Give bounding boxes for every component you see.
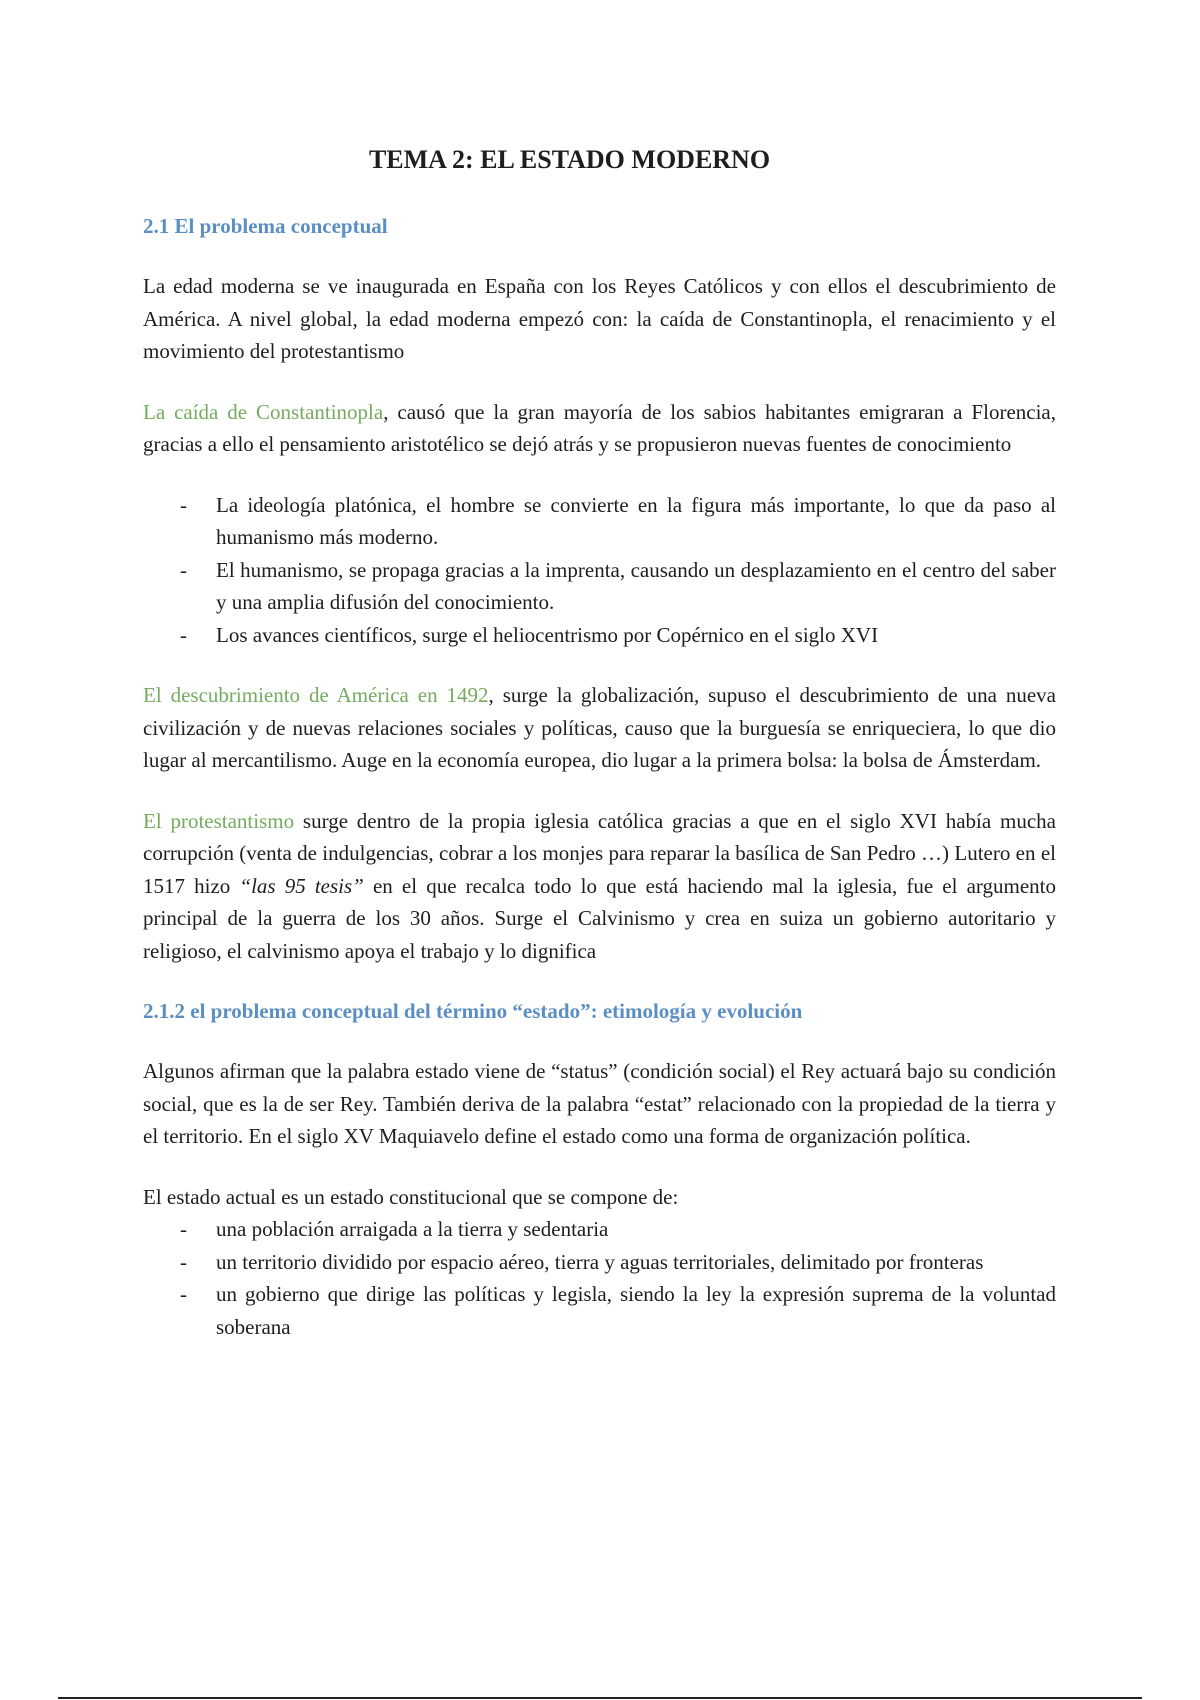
highlight-protestantismo: El protestantismo [143,808,295,833]
list-item: - La ideología platónica, el hombre se convierte en la figura más importante, lo que da paso al humanismo más moderno. [216,489,1056,554]
bullet-list-renacimiento [143,489,1056,652]
section-heading-2: 2.1.2 el problema conceptual del término “estado”: etimología y evolución [143,999,803,1023]
italic-95-tesis: “las 95 tesis” [239,873,364,898]
paragraph-etimologia: Algunos afirman que la palabra estado viene de “status” (condición social) el Rey actuará bajo su condición social, que es la de ser Rey. También deriva de la palabra “estat” relacionado con la propiedad de la tierra y el territorio. En el siglo XV Maquiavelo define el estado como una forma de organización política. [143,1059,1056,1148]
list-item: - un territorio dividido por espacio aéreo, tierra y aguas territoriales, delimitado por fronteras [216,1246,1056,1279]
paragraph-protestantismo [143,805,1056,968]
section-heading-1: 2.1 El problema conceptual [143,214,388,238]
paragraph-protestantismo-text-a: surge dentro de la propia iglesia católica gracias a que en el siglo XVI había mucha corrupción (venta de indulgencias, cobrar a los monjes para reparar la basílica de San Pedro …) Lutero en el 1517 hizo [143,808,1056,898]
document-content [143,140,1056,1343]
paragraph-protestantismo-text-b: en el que recalca todo lo que está haciendo mal la iglesia, fue el argumento principal de la guerra de los 30 años. Surge el Calvinismo y crea en suiza un gobierno autoritario y religioso, el calvinismo apoya el trabajo y lo dignifica [143,873,1056,963]
paragraph-estado-actual: El estado actual es un estado constitucional que se compone de: [143,1184,679,1209]
page-title: TEMA 2: EL ESTADO MODERNO [368,145,771,174]
list-item: - Los avances científicos, surge el heliocentrismo por Copérnico en el siglo XVI [216,619,1056,652]
footer-divider [58,1697,1142,1699]
highlight-america: El descubrimiento de América en 1492 [143,683,489,707]
paragraph-america [143,679,1056,777]
list-item: - un gobierno que dirige las políticas y legisla, siendo la ley la expresión suprema de la voluntad soberana [216,1278,1056,1343]
paragraph-intro: La edad moderna se ve inaugurada en España con los Reyes Católicos y con ellos el descubrimiento de América. A nivel global, la edad moderna empezó con: la caída de Constantinopla, el renacimiento y el movimiento del protestantismo [143,274,1056,363]
list-item: - El humanismo, se propaga gracias a la imprenta, causando un desplazamiento en el centro del saber y una amplia difusión del conocimiento. [216,554,1056,619]
paragraph-constantinopla-text: , causó que la gran mayoría de los sabios habitantes emigraran a Florencia, gracias a ello el pensamiento aristotélico se dejó atrás y se propusieron nuevas fuentes de conocimiento [143,399,1056,456]
bullet-list-estado [143,1213,1056,1343]
paragraph-america-text: , surge la globalización, supuso el descubrimiento de una nueva civilización y de nuevas relaciones sociales y políticas, causo que la burguesía se enriqueciera, lo que dio lugar al mercantilismo. Auge en la economía europea, dio lugar a la primera bolsa: la bolsa de Ámsterdam. [143,683,1056,772]
paragraph-constantinopla [143,396,1056,461]
highlight-constantinopla: La caída de Constantinopla [143,399,384,424]
list-item: - una población arraigada a la tierra y sedentaria [216,1213,1056,1246]
